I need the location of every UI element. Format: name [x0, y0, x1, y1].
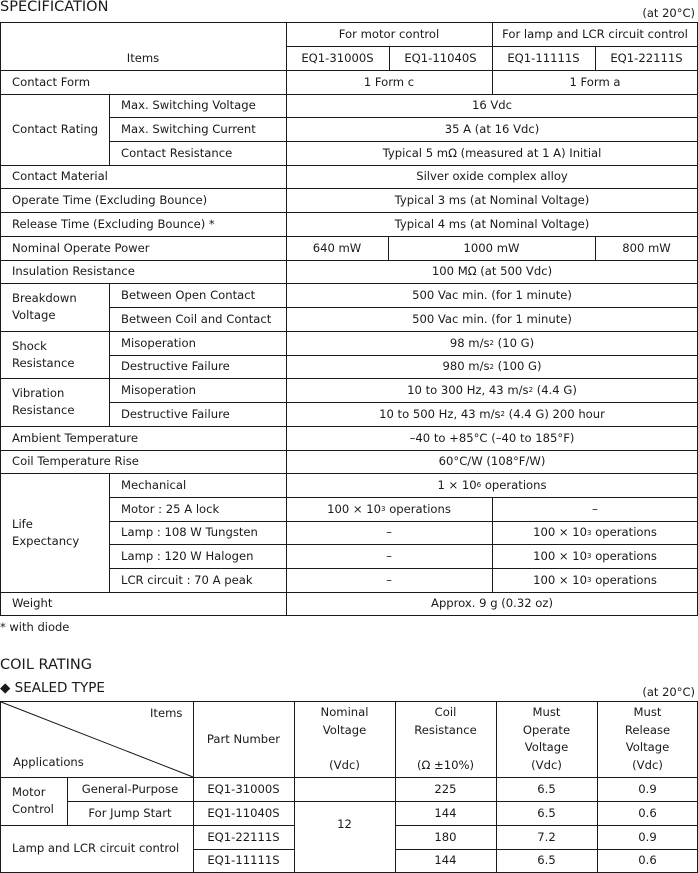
must-operate-header: Must Operate Voltage (Vdc) — [522, 705, 571, 772]
value-contact-material: Silver oxide complex alloy — [416, 169, 568, 183]
coil-resistance: 144 — [434, 805, 457, 820]
sealed-type-subtitle: ◆ SEALED TYPE — [0, 680, 105, 696]
lamp-control-group-header: For lamp and LCR circuit control — [502, 26, 688, 41]
value-ambient-temperature: –40 to +85°C (–40 to 185°F) — [409, 430, 575, 445]
value-mechanical: 1 × 10 6 operations — [437, 477, 547, 492]
sub-label-vibration-destructive: Destructive Failure — [121, 406, 230, 421]
row-label-breakdown-voltage: Breakdown Voltage — [12, 291, 77, 322]
row-label-coil-temperature-rise: Coil Temperature Rise — [12, 454, 139, 468]
value-halogen-motor: – — [386, 548, 392, 563]
value-contact-form-motor: 1 Form c — [363, 74, 415, 89]
model-header: EQ1-11040S — [404, 50, 477, 65]
must-operate: 6.5 — [537, 805, 556, 820]
value-max-current: 35 A (at 16 Vdc) — [444, 121, 540, 136]
model-header: EQ1-22111S — [610, 50, 683, 65]
row-label-nominal-power: Nominal Operate Power — [12, 240, 150, 255]
nominal-voltage-value: 12 — [337, 817, 352, 831]
spec-temp-note: (at 20°C) — [642, 6, 695, 20]
sub-label-lcr: LCR circuit : 70 A peak — [121, 572, 253, 587]
motor-control-group-header: For motor control — [338, 26, 440, 41]
row-label-operate-time: Operate Time (Excluding Bounce) — [12, 192, 208, 207]
must-release-header: Must Release Voltage (Vdc) — [624, 705, 671, 772]
sub-label-coil-contact: Between Coil and Contact — [121, 311, 272, 326]
value-tungsten-lamp: 100 × 10 3 operations — [533, 525, 657, 539]
value-nominal-power-1: 640 mW — [312, 240, 362, 255]
part-number: EQ1-11040S — [207, 805, 280, 820]
items-corner-label: Items — [150, 706, 183, 720]
must-operate: 6.5 — [537, 853, 556, 867]
row-label-release-time: Release Time (Excluding Bounce) * — [12, 216, 215, 231]
value-vibration-misoperation: 10 to 300 Hz, 43 m/s 2 (4.4 G) — [407, 382, 577, 397]
value-nominal-power-2: 1000 mW — [463, 240, 520, 255]
value-coil-contact: 500 Vac min. (for 1 minute) — [412, 311, 572, 326]
value-release-time: Typical 4 ms (at Nominal Voltage) — [394, 216, 590, 231]
applications-corner-label: Applications — [13, 755, 84, 769]
row-label-life-expectancy: Life Expectancy — [12, 516, 80, 548]
sub-label-shock-misoperation: Misoperation — [121, 335, 196, 350]
coil-resistance: 225 — [434, 781, 457, 796]
coil-resistance-header: Coil Resistance (Ω ±10%) — [414, 705, 477, 772]
specification-title: SPECIFICATION — [0, 0, 109, 15]
sub-label-open-contact: Between Open Contact — [121, 287, 256, 302]
application-jump-start: For Jump Start — [88, 805, 172, 820]
value-lcr-lamp: 100 × 10 3 operations — [533, 572, 657, 587]
coil-temp-note: (at 20°C) — [642, 685, 695, 699]
sub-label-contact-resistance: Contact Resistance — [121, 145, 233, 160]
must-release: 0.9 — [638, 829, 657, 844]
sub-label-mechanical: Mechanical — [121, 477, 187, 492]
row-label-vibration-resistance: Vibration Resistance — [12, 386, 75, 417]
model-header: EQ1-11111S — [507, 50, 580, 65]
part-number: EQ1-31000S — [207, 781, 280, 796]
part-number: EQ1-22111S — [207, 829, 280, 844]
must-release: 0.9 — [638, 781, 657, 796]
row-label-shock-resistance: Shock Resistance — [12, 338, 75, 370]
value-tungsten-motor: – — [386, 525, 392, 539]
row-label-contact-form: Contact Form — [12, 74, 90, 89]
value-vibration-destructive: 10 to 500 Hz, 43 m/s 2 (4.4 G) 200 hour — [379, 406, 605, 421]
motor-control-group: Motor Control — [12, 785, 54, 816]
value-shock-misoperation: 98 m/s 2 (10 G) — [449, 335, 535, 350]
sub-label-shock-destructive: Destructive Failure — [121, 359, 230, 373]
coil-rating-title: COIL RATING — [0, 657, 92, 673]
sub-label-max-voltage: Max. Switching Voltage — [121, 98, 256, 112]
model-header: EQ1-31000S — [301, 50, 374, 65]
row-label-weight: Weight — [12, 596, 53, 610]
must-operate: 6.5 — [537, 781, 556, 796]
row-label-contact-material: Contact Material — [12, 169, 108, 183]
value-shock-destructive: 980 m/s 2 (100 G) — [442, 359, 542, 373]
must-operate: 7.2 — [537, 829, 556, 844]
value-open-contact: 500 Vac min. (for 1 minute) — [412, 287, 572, 302]
value-halogen-lamp: 100 × 10 3 operations — [533, 548, 657, 563]
value-nominal-power-3: 800 mW — [622, 240, 671, 255]
items-header: Items — [126, 50, 160, 65]
value-insulation: 100 MΩ (at 500 Vdc) — [431, 264, 553, 278]
sub-label-tungsten: Lamp : 108 W Tungsten — [121, 525, 258, 539]
sub-label-vibration-misoperation: Misoperation — [121, 382, 196, 397]
part-number: EQ1-11111S — [207, 853, 280, 867]
lamp-lcr-group: Lamp and LCR circuit control — [12, 841, 180, 855]
value-contact-form-lamp: 1 Form a — [569, 74, 621, 89]
row-label-insulation: Insulation Resistance — [12, 264, 135, 278]
value-max-voltage: 16 Vdc — [471, 98, 513, 112]
footnote-with-diode: * with diode — [0, 620, 70, 634]
value-coil-temperature-rise: 60°C/W (108°F/W) — [438, 454, 546, 468]
value-motor-lock-lamp: – — [592, 501, 598, 516]
must-release: 0.6 — [638, 853, 657, 867]
coil-resistance: 144 — [434, 853, 457, 867]
sub-label-motor-lock: Motor : 25 A lock — [121, 501, 220, 516]
sub-label-max-current: Max. Switching Current — [121, 121, 256, 136]
value-motor-lock-motor: 100 × 10 3 operations — [327, 501, 451, 516]
value-contact-resistance: Typical 5 mΩ (measured at 1 A) Initial — [382, 145, 602, 160]
row-label-ambient-temperature: Ambient Temperature — [12, 430, 138, 445]
value-weight: Approx. 9 g (0.32 oz) — [431, 596, 553, 610]
application-general-purpose: General-Purpose — [81, 781, 179, 796]
nominal-voltage-header: Nominal Voltage (Vdc) — [320, 705, 369, 772]
value-lcr-motor: – — [386, 572, 392, 587]
value-operate-time: Typical 3 ms (at Nominal Voltage) — [394, 192, 590, 207]
sub-label-halogen: Lamp : 120 W Halogen — [121, 548, 254, 563]
row-label-contact-rating: Contact Rating — [12, 122, 99, 136]
coil-resistance: 180 — [434, 829, 457, 844]
must-release: 0.6 — [638, 805, 657, 820]
part-number-header: Part Number — [206, 731, 281, 746]
